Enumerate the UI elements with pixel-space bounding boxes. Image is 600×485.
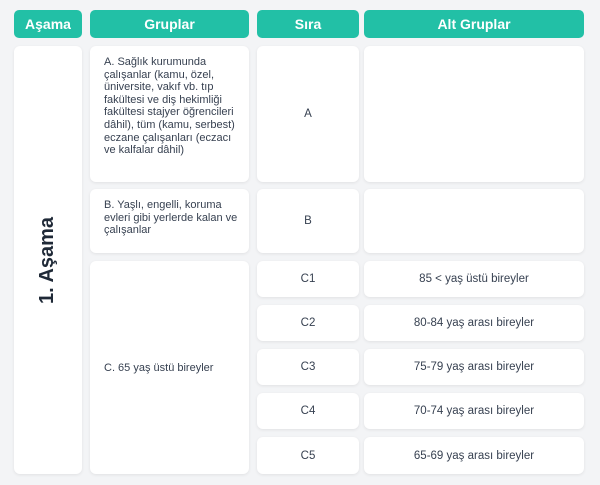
subgroup-cell-a bbox=[364, 46, 584, 182]
order-text-c3: C3 bbox=[300, 361, 316, 373]
subgroup-text-c4: 70-74 yaş arası bireyler bbox=[413, 405, 535, 417]
stage-label: 1. Aşama bbox=[36, 216, 59, 304]
order-cell-a bbox=[257, 46, 359, 182]
order-cell-b bbox=[257, 189, 359, 253]
subgroup-cell-c5 bbox=[364, 437, 584, 474]
order-cell-c1 bbox=[257, 261, 359, 297]
order-text-c5: C5 bbox=[300, 449, 316, 462]
subgroup-text-c1: 85 < yaş üstü bireyler bbox=[419, 273, 529, 285]
header-stage: Aşama bbox=[14, 10, 82, 38]
subgroup-text-c5: 65-69 yaş arası bireyler bbox=[413, 449, 535, 462]
order-cell-c3 bbox=[257, 349, 359, 385]
order-text-c4: C4 bbox=[300, 405, 316, 417]
group-cell-b bbox=[90, 189, 249, 253]
subgroup-cell-c1 bbox=[364, 261, 584, 297]
group-cell-c bbox=[90, 261, 249, 474]
subgroup-cell-b bbox=[364, 189, 584, 253]
order-cell-c4 bbox=[257, 393, 359, 429]
subgroup-text-c2: 80-84 yaş arası bireyler bbox=[413, 317, 535, 329]
subgroup-cell-c2 bbox=[364, 305, 584, 341]
group-text-c: C. 65 yaş üstü bireyler bbox=[104, 361, 214, 374]
group-text-a: A. Sağlık kurumunda çalışanlar (kamu, özel, üniversite, vakıf vb. tıp fakültesi ve diş hekimliği fakültesi stajyer öğrencileri dâhil), tüm (kamu, serbest) eczane çalışanları (eczacı ve kalfalar dâhil) bbox=[104, 56, 235, 157]
group-text-b: B. Yaşlı, engelli, koruma evleri gibi yerlerde kalan ve çalışanlar bbox=[104, 199, 238, 237]
order-text-c2: C2 bbox=[300, 317, 316, 329]
subgroup-cell-c4 bbox=[364, 393, 584, 429]
order-text-c1: C1 bbox=[300, 273, 316, 285]
order-text-a: A bbox=[304, 108, 312, 120]
subgroup-cell-c3 bbox=[364, 349, 584, 385]
header-order: Sıra bbox=[257, 10, 359, 38]
header-subgroups: Alt Gruplar bbox=[364, 10, 584, 38]
stage-cell bbox=[14, 46, 82, 474]
order-cell-c2 bbox=[257, 305, 359, 341]
header-groups: Gruplar bbox=[90, 10, 249, 38]
order-text-b: B bbox=[304, 215, 312, 227]
group-cell-a bbox=[90, 46, 249, 182]
order-cell-c5 bbox=[257, 437, 359, 474]
subgroup-text-c3: 75-79 yaş arası bireyler bbox=[413, 361, 535, 373]
